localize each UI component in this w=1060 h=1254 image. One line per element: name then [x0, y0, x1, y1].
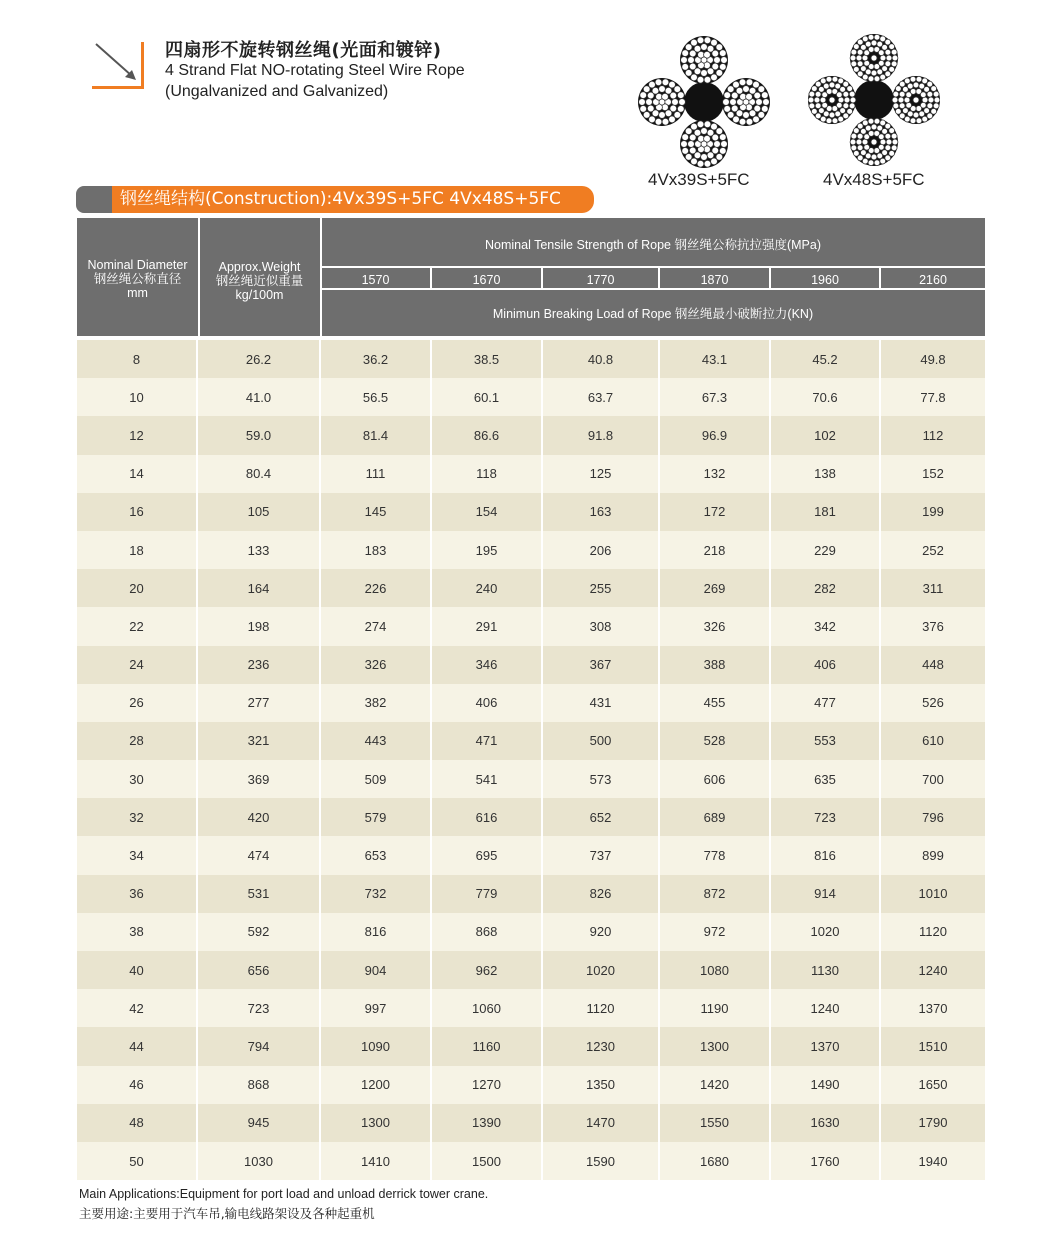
diameter-en: Nominal Diameter: [87, 258, 188, 272]
table-cell: 826: [543, 875, 658, 913]
table-cell: 112: [881, 416, 985, 454]
table-cell: 145: [321, 493, 430, 531]
table-cell: 26: [77, 684, 196, 722]
table-cell: 652: [543, 798, 658, 836]
table-cell: 369: [198, 760, 319, 798]
table-cell: 20: [77, 569, 196, 607]
table-cell: 945: [198, 1104, 319, 1142]
table-cell: 868: [198, 1066, 319, 1104]
applications-cn: 主要用途:主要用于汽车吊,输电线路架设及各种起重机: [79, 1206, 375, 1221]
table-cell: 388: [660, 646, 769, 684]
table-cell: 1240: [881, 951, 985, 989]
table-cell: 477: [771, 684, 879, 722]
table-cell: 1080: [660, 951, 769, 989]
table-cell: 779: [432, 875, 541, 913]
table-cell: 46: [77, 1066, 196, 1104]
table-cell: 342: [771, 607, 879, 645]
table-cell: 972: [660, 913, 769, 951]
table-cell: 904: [321, 951, 430, 989]
table-row: [77, 1027, 985, 1065]
table-cell: 132: [660, 455, 769, 493]
table-cell: 18: [77, 531, 196, 569]
table-cell: 41.0: [198, 378, 319, 416]
table-cell: 269: [660, 569, 769, 607]
table-cell: 778: [660, 836, 769, 874]
strength-header-1570: 1570: [361, 273, 390, 287]
table-cell: 448: [881, 646, 985, 684]
table-cell: 44: [77, 1027, 196, 1065]
table-header: [77, 218, 985, 336]
rope-label-39s: 4Vx39S+5FC: [648, 170, 750, 189]
table-cell: 1130: [771, 951, 879, 989]
table-cell: 914: [771, 875, 879, 913]
table-row: [77, 951, 985, 989]
table-cell: 96.9: [660, 416, 769, 454]
table-cell: 198: [198, 607, 319, 645]
divider: [658, 268, 660, 288]
table-cell: 509: [321, 760, 430, 798]
table-cell: 899: [881, 836, 985, 874]
table-cell: 1010: [881, 875, 985, 913]
table-cell: 154: [432, 493, 541, 531]
table-cell: 406: [432, 684, 541, 722]
divider: [430, 268, 432, 288]
table-cell: 50: [77, 1142, 196, 1180]
table-cell: 796: [881, 798, 985, 836]
table-cell: 63.7: [543, 378, 658, 416]
col-header-weight: [198, 260, 321, 302]
table-cell: 382: [321, 684, 430, 722]
table-cell: 81.4: [321, 416, 430, 454]
table-row: [77, 531, 985, 569]
table-cell: 737: [543, 836, 658, 874]
table-cell: 579: [321, 798, 430, 836]
table-cell: 1650: [881, 1066, 985, 1104]
divider: [321, 266, 985, 268]
table-cell: 700: [881, 760, 985, 798]
strength-header-2160: 2160: [919, 273, 947, 287]
table-cell: 1500: [432, 1142, 541, 1180]
table-cell: 553: [771, 722, 879, 760]
table-cell: 105: [198, 493, 319, 531]
table-row: [77, 684, 985, 722]
table-cell: 1470: [543, 1104, 658, 1142]
table-cell: 36.2: [321, 340, 430, 378]
table-cell: 1760: [771, 1142, 879, 1180]
table-cell: 868: [432, 913, 541, 951]
table-cell: 40.8: [543, 340, 658, 378]
table-cell: 732: [321, 875, 430, 913]
table-cell: 1630: [771, 1104, 879, 1142]
table-cell: 573: [543, 760, 658, 798]
table-cell: 163: [543, 493, 658, 531]
tensile-strength-header: Nominal Tensile Strength of Rope 钢丝绳公称抗拉强度(MPa): [485, 238, 821, 252]
divider: [198, 218, 200, 336]
table-cell: 1300: [660, 1027, 769, 1065]
table-cell: 376: [881, 607, 985, 645]
table-cell: 10: [77, 378, 196, 416]
table-cell: 1680: [660, 1142, 769, 1180]
table-cell: 43.1: [660, 340, 769, 378]
table-cell: 311: [881, 569, 985, 607]
applications-en: Main Applications:Equipment for port load and unload derrick tower crane.: [79, 1187, 489, 1201]
table-cell: 60.1: [432, 378, 541, 416]
section-bar-tab: [76, 186, 112, 213]
construction-section-bar: [76, 186, 594, 213]
table-cell: 67.3: [660, 378, 769, 416]
table-cell: 920: [543, 913, 658, 951]
table-cell: 77.8: [881, 378, 985, 416]
table-cell: 326: [321, 646, 430, 684]
table-cell: 471: [432, 722, 541, 760]
breaking-load-header: Minimun Breaking Load of Rope 钢丝绳最小破断拉力(KN): [492, 307, 814, 321]
table-cell: 1300: [321, 1104, 430, 1142]
table-cell: 59.0: [198, 416, 319, 454]
table-cell: 48: [77, 1104, 196, 1142]
table-body: [77, 340, 985, 1180]
table-row: [77, 646, 985, 684]
table-cell: 1420: [660, 1066, 769, 1104]
table-cell: 1090: [321, 1027, 430, 1065]
table-cell: 102: [771, 416, 879, 454]
table-cell: 326: [660, 607, 769, 645]
table-cell: 1410: [321, 1142, 430, 1180]
table-cell: 252: [881, 531, 985, 569]
table-cell: 49.8: [881, 340, 985, 378]
table-row: [77, 607, 985, 645]
table-cell: 321: [198, 722, 319, 760]
table-cell: 1120: [543, 989, 658, 1027]
table-cell: 138: [771, 455, 879, 493]
table-cell: 12: [77, 416, 196, 454]
table-row: [77, 416, 985, 454]
table-cell: 236: [198, 646, 319, 684]
table-cell: 656: [198, 951, 319, 989]
table-cell: 125: [543, 455, 658, 493]
table-cell: 1940: [881, 1142, 985, 1180]
table-row: [77, 1066, 985, 1104]
divider: [321, 288, 985, 290]
table-cell: 816: [321, 913, 430, 951]
table-cell: 526: [881, 684, 985, 722]
table-row: [77, 875, 985, 913]
divider: [769, 268, 771, 288]
title-en-line2: (Ungalvanized and Galvanized): [165, 83, 389, 100]
table-cell: 32: [77, 798, 196, 836]
table-cell: 616: [432, 798, 541, 836]
table-row: [77, 340, 985, 378]
table-cell: 653: [321, 836, 430, 874]
table-cell: 308: [543, 607, 658, 645]
table-cell: 277: [198, 684, 319, 722]
table-cell: 420: [198, 798, 319, 836]
table-cell: 531: [198, 875, 319, 913]
table-row: [77, 378, 985, 416]
table-cell: 1200: [321, 1066, 430, 1104]
table-cell: 80.4: [198, 455, 319, 493]
page-title-cn: 四扇形不旋转钢丝绳(光面和镀锌): [165, 40, 442, 61]
table-cell: 8: [77, 340, 196, 378]
col-header-diameter: [77, 258, 198, 300]
table-cell: 723: [771, 798, 879, 836]
table-cell: 962: [432, 951, 541, 989]
table-cell: 28: [77, 722, 196, 760]
table-cell: 26.2: [198, 340, 319, 378]
strength-header-1870: 1870: [700, 273, 729, 287]
table-cell: 218: [660, 531, 769, 569]
table-cell: 1790: [881, 1104, 985, 1142]
table-cell: 70.6: [771, 378, 879, 416]
table-cell: 181: [771, 493, 879, 531]
table-cell: 1590: [543, 1142, 658, 1180]
table-cell: 1370: [771, 1027, 879, 1065]
table-cell: 229: [771, 531, 879, 569]
table-cell: 118: [432, 455, 541, 493]
table-cell: 1060: [432, 989, 541, 1027]
table-cell: 346: [432, 646, 541, 684]
rope-diagram-39s: [638, 36, 770, 168]
table-row: [77, 836, 985, 874]
strength-header-1770: 1770: [586, 273, 615, 287]
table-row: [77, 722, 985, 760]
table-cell: 22: [77, 607, 196, 645]
table-cell: 592: [198, 913, 319, 951]
table-cell: 1240: [771, 989, 879, 1027]
table-cell: 443: [321, 722, 430, 760]
divider: [541, 268, 543, 288]
table-cell: 45.2: [771, 340, 879, 378]
table-cell: 34: [77, 836, 196, 874]
table-cell: 91.8: [543, 416, 658, 454]
table-cell: 30: [77, 760, 196, 798]
table-cell: 723: [198, 989, 319, 1027]
table-cell: 1270: [432, 1066, 541, 1104]
table-cell: 38: [77, 913, 196, 951]
weight-en: Approx.Weight: [218, 260, 301, 274]
diameter-unit: mm: [127, 286, 148, 300]
table-cell: 1390: [432, 1104, 541, 1142]
table-cell: 635: [771, 760, 879, 798]
table-cell: 474: [198, 836, 319, 874]
table-cell: 1160: [432, 1027, 541, 1065]
table-cell: 689: [660, 798, 769, 836]
table-cell: 86.6: [432, 416, 541, 454]
table-cell: 1120: [881, 913, 985, 951]
table-row: [77, 455, 985, 493]
table-cell: 24: [77, 646, 196, 684]
table-cell: 226: [321, 569, 430, 607]
table-cell: 794: [198, 1027, 319, 1065]
table-cell: 695: [432, 836, 541, 874]
table-row: [77, 569, 985, 607]
table-row: [77, 760, 985, 798]
table-row: [77, 798, 985, 836]
table-row: [77, 989, 985, 1027]
table-cell: 1020: [771, 913, 879, 951]
table-cell: 16: [77, 493, 196, 531]
table-cell: 206: [543, 531, 658, 569]
strength-header-1670: 1670: [472, 273, 501, 287]
table-cell: 1510: [881, 1027, 985, 1065]
table-cell: 406: [771, 646, 879, 684]
divider: [879, 268, 881, 288]
table-cell: 291: [432, 607, 541, 645]
table-cell: 1490: [771, 1066, 879, 1104]
arrow-logo-icon: [92, 42, 144, 90]
title-en-line1: 4 Strand Flat NO-rotating Steel Wire Rope: [165, 62, 465, 79]
table-cell: 240: [432, 569, 541, 607]
table-cell: 1370: [881, 989, 985, 1027]
table-cell: 431: [543, 684, 658, 722]
table-cell: 111: [321, 455, 430, 493]
page-title-en: [165, 60, 465, 102]
table-cell: 38.5: [432, 340, 541, 378]
divider: [320, 218, 322, 336]
table-cell: 152: [881, 455, 985, 493]
weight-cn: 钢丝绳近似重量: [215, 274, 304, 288]
table-cell: 500: [543, 722, 658, 760]
table-cell: 1350: [543, 1066, 658, 1104]
table-row: [77, 1142, 985, 1180]
table-cell: 56.5: [321, 378, 430, 416]
table-cell: 610: [881, 722, 985, 760]
table-cell: 133: [198, 531, 319, 569]
table-cell: 1550: [660, 1104, 769, 1142]
table-cell: 816: [771, 836, 879, 874]
table-cell: 199: [881, 493, 985, 531]
table-cell: 36: [77, 875, 196, 913]
table-row: [77, 1104, 985, 1142]
table-cell: 274: [321, 607, 430, 645]
table-cell: 164: [198, 569, 319, 607]
table-cell: 282: [771, 569, 879, 607]
table-cell: 606: [660, 760, 769, 798]
table-row: [77, 913, 985, 951]
table-cell: 255: [543, 569, 658, 607]
diameter-cn: 钢丝绳公称直径: [93, 272, 182, 286]
table-row: [77, 493, 985, 531]
table-cell: 528: [660, 722, 769, 760]
weight-unit: kg/100m: [235, 288, 284, 302]
table-cell: 541: [432, 760, 541, 798]
table-cell: 183: [321, 531, 430, 569]
construction-label: 钢丝绳结构(Construction):4Vx39S+5FC 4Vx48S+5FC: [112, 186, 594, 213]
table-cell: 1230: [543, 1027, 658, 1065]
strength-header-1960: 1960: [811, 273, 839, 287]
table-cell: 195: [432, 531, 541, 569]
table-cell: 997: [321, 989, 430, 1027]
table-cell: 1190: [660, 989, 769, 1027]
table-cell: 40: [77, 951, 196, 989]
table-cell: 1020: [543, 951, 658, 989]
rope-label-48s: 4Vx48S+5FC: [823, 170, 925, 189]
table-cell: 1030: [198, 1142, 319, 1180]
table-cell: 455: [660, 684, 769, 722]
table-cell: 42: [77, 989, 196, 1027]
table-cell: 367: [543, 646, 658, 684]
table-cell: 872: [660, 875, 769, 913]
table-cell: 172: [660, 493, 769, 531]
table-cell: 14: [77, 455, 196, 493]
rope-diagram-48s: [808, 34, 940, 166]
rope-spec-table: [77, 218, 985, 1169]
